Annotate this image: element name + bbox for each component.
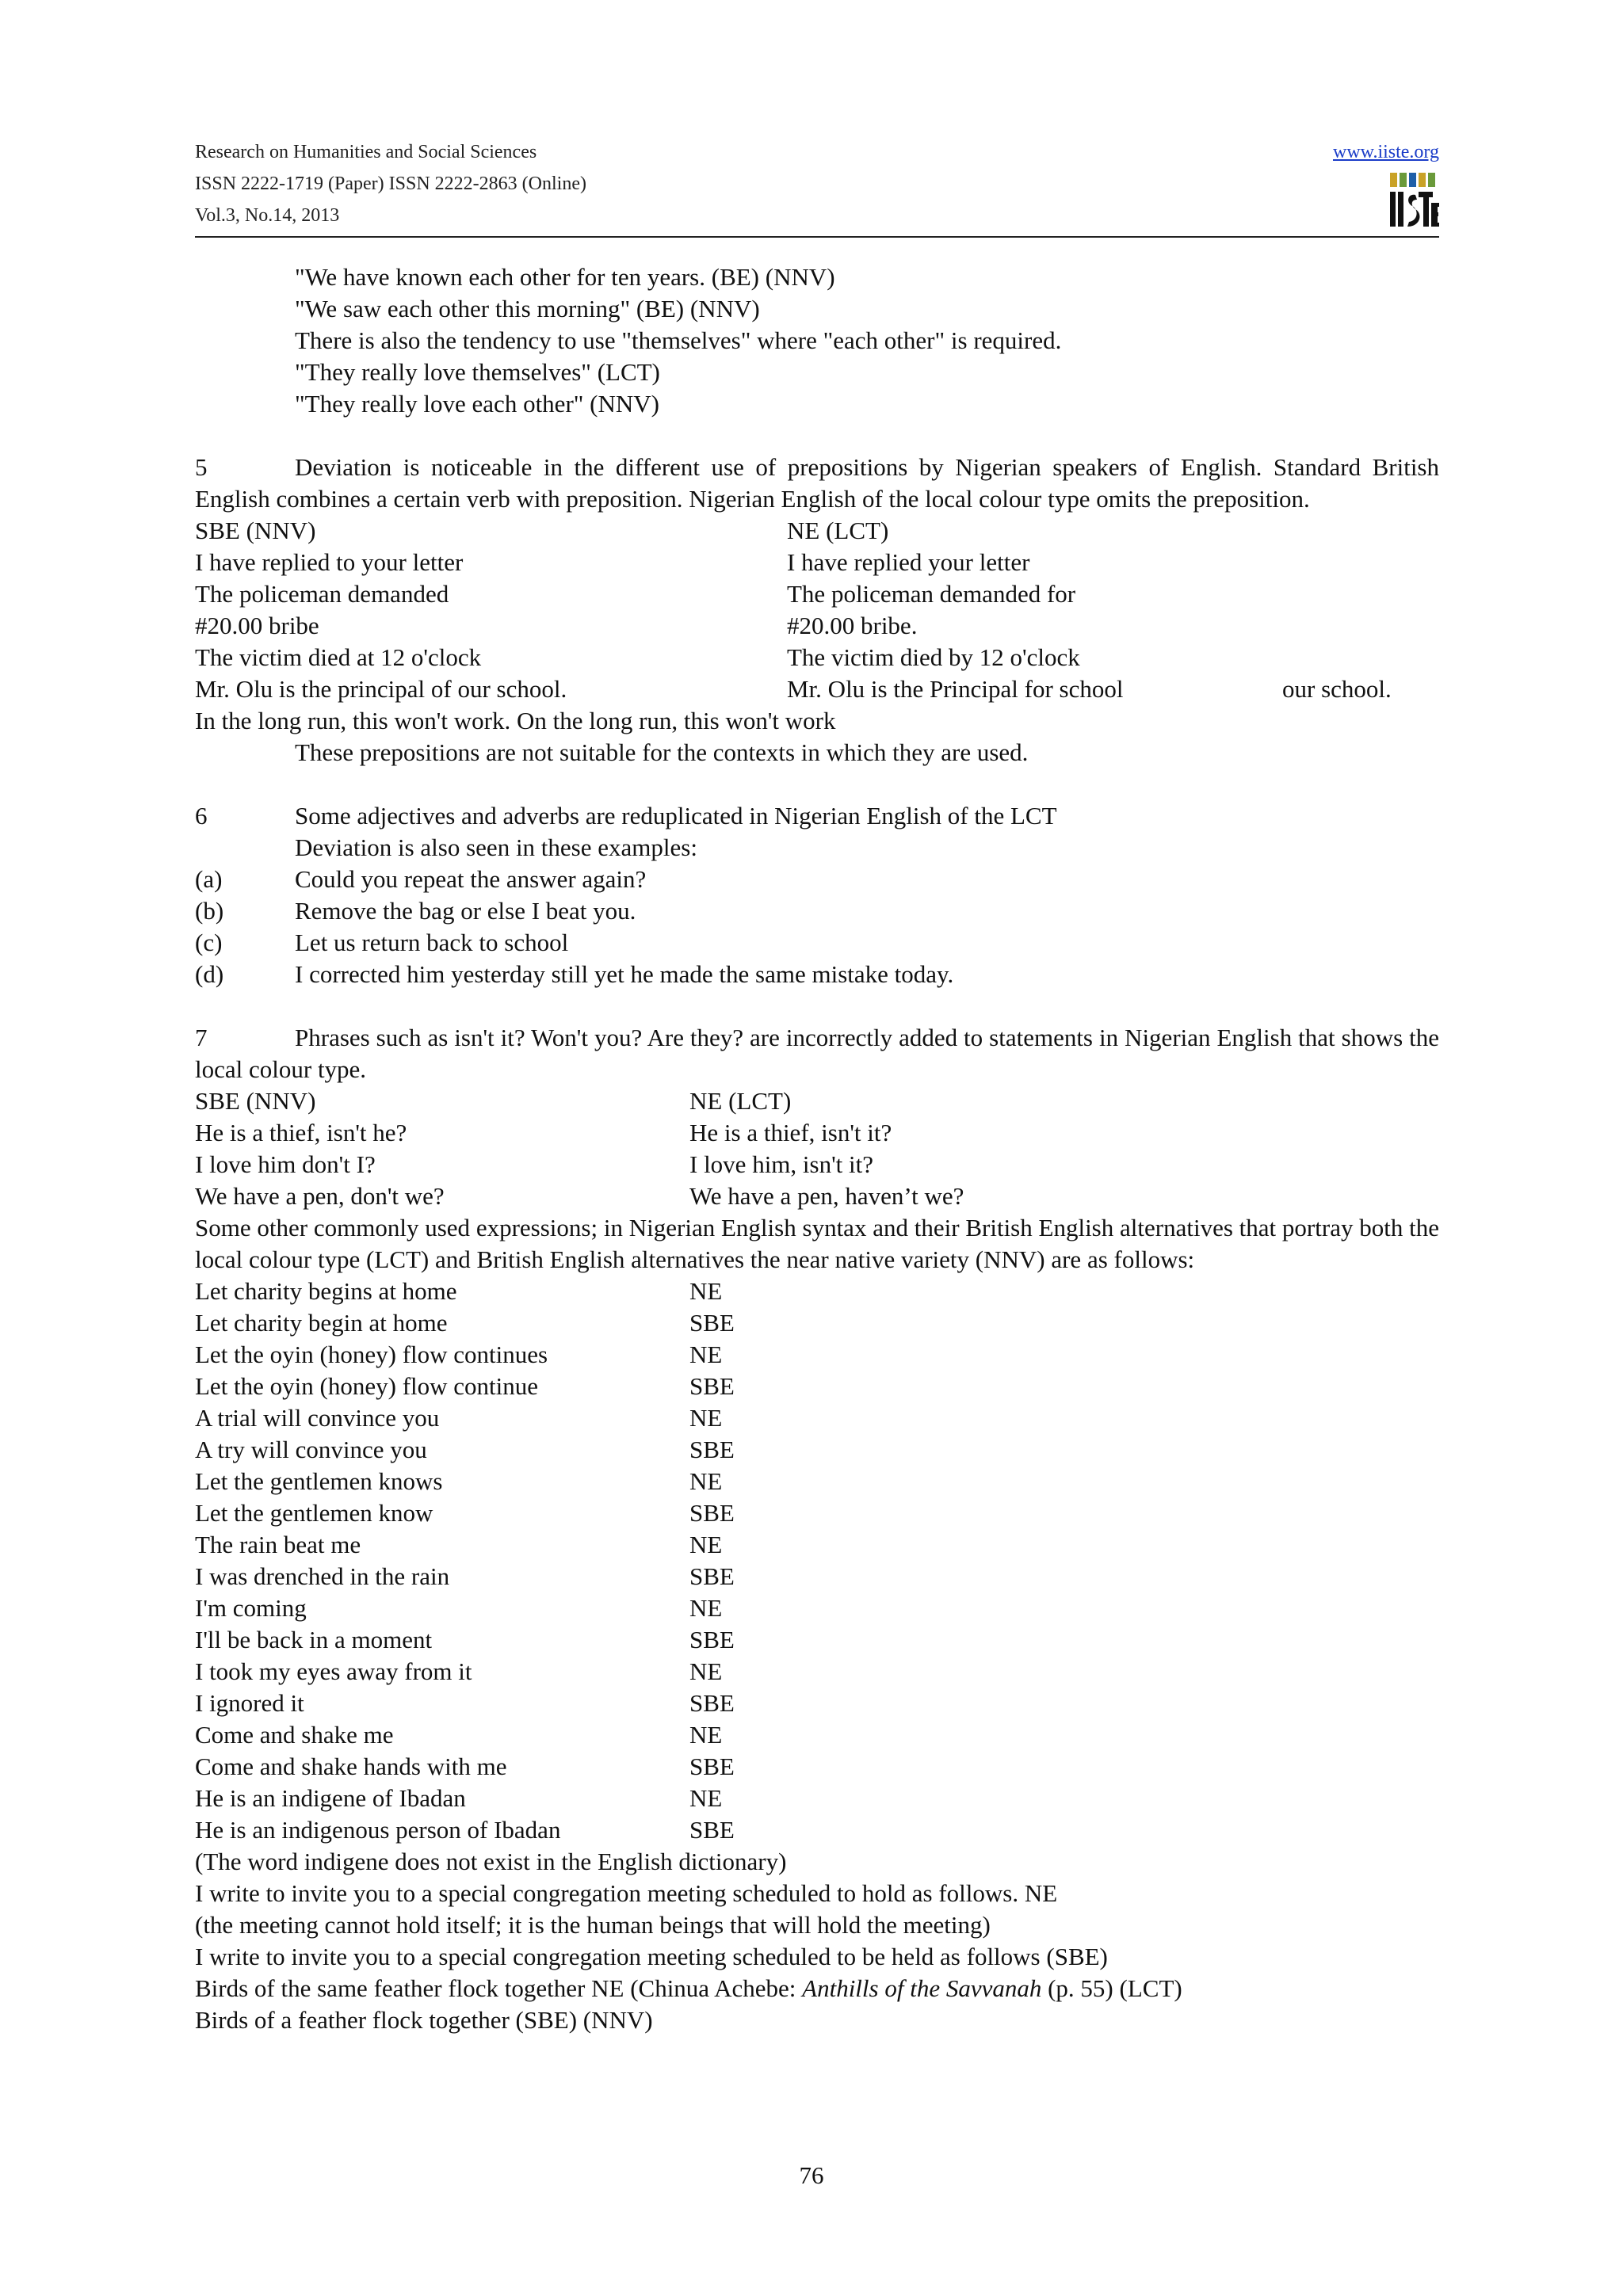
table-row: [195, 673, 1439, 705]
expression-row: [195, 1466, 1439, 1497]
expression-text: A try will convince you: [195, 1436, 427, 1463]
expression-tag: NE: [689, 1341, 723, 1368]
expression-text: Let the oyin (honey) flow continue: [195, 1372, 539, 1400]
list-text: I corrected him yesterday still yet he made the same mistake today.: [295, 960, 954, 988]
section-7-paragraph: [195, 1022, 1439, 1085]
row-sbe: #20.00 bribe: [195, 612, 319, 639]
col-head-ne: NE (LCT): [689, 1087, 792, 1115]
expression-row: [195, 1751, 1439, 1783]
section-6-heading: [195, 800, 1439, 832]
intro-line: "They really love themselves" (LCT): [295, 358, 660, 386]
table-row: [195, 1149, 1439, 1180]
list-text: Remove the bag or else I beat you.: [295, 897, 636, 925]
birds-last-line: Birds of a feather flock together (SBE) (NNV): [195, 2006, 653, 2034]
intro-line: "They really love each other" (NNV): [295, 390, 659, 418]
col-head-ne: NE (LCT): [787, 517, 889, 544]
row-ne: The policeman demanded for: [787, 580, 1076, 608]
expression-row: [195, 1276, 1439, 1307]
row-ne: We have a pen, haven’t we?: [689, 1182, 964, 1210]
expression-row: [195, 1592, 1439, 1624]
expression-text: A trial will convince you: [195, 1404, 440, 1432]
expression-text: The rain beat me: [195, 1531, 361, 1558]
birds-post: (p. 55) (LCT): [1041, 1974, 1182, 2002]
expressions-list: [195, 1276, 1439, 1846]
row-sbe: We have a pen, don't we?: [195, 1182, 445, 1210]
expression-text: Let charity begins at home: [195, 1277, 457, 1305]
expression-text: I'll be back in a moment: [195, 1626, 433, 1653]
row-ne: I have replied your letter: [787, 548, 1030, 576]
intro-line: There is also the tendency to use "themselves" where "each other" is required.: [295, 326, 1062, 354]
expression-tag: SBE: [689, 1372, 735, 1400]
expression-row: [195, 1656, 1439, 1688]
expression-text: Let the oyin (honey) flow continues: [195, 1341, 548, 1368]
intro-line: "We saw each other this morning" (BE) (NNV): [295, 295, 760, 322]
section-number: 7: [195, 1024, 208, 1051]
expression-tag: SBE: [689, 1499, 735, 1527]
expression-text: He is an indigenous person of Ibadan: [195, 1816, 561, 1844]
long-run-line: In the long run, this won't work. On the long run, this won't work: [195, 707, 836, 734]
expression-row: [195, 1434, 1439, 1466]
list-label: (c): [195, 929, 223, 956]
expression-text: Come and shake hands with me: [195, 1753, 507, 1780]
section-5-closing: These prepositions are not suitable for the contexts in which they are used.: [295, 738, 1029, 766]
running-header: [195, 136, 586, 231]
expression-text: He is an indigene of Ibadan: [195, 1784, 466, 1812]
expression-text: I was drenched in the rain: [195, 1562, 450, 1590]
table-row: [195, 578, 1439, 610]
expression-row: [195, 1814, 1439, 1846]
expression-row: [195, 1783, 1439, 1814]
list-item: [195, 959, 1439, 990]
book-title: Anthills of the Savvanah: [802, 1974, 1042, 2002]
final-line: (The word indigene does not exist in the English dictionary): [195, 1848, 787, 1875]
birds-pre: Birds of the same feather flock together NE (Chinua Achebe:: [195, 1974, 803, 2002]
expression-tag: NE: [689, 1721, 723, 1749]
table-row: [195, 547, 1439, 578]
expression-row: [195, 1307, 1439, 1339]
expression-tag: NE: [689, 1657, 723, 1685]
expression-tag: NE: [689, 1594, 723, 1622]
expression-row: [195, 1624, 1439, 1656]
table-row: [195, 1180, 1439, 1212]
section-text: Phrases such as isn't it? Won't you? Are they? are incorrectly added to statements in Nigerian English that shows the local colour type.: [195, 1024, 1439, 1083]
list-item: [195, 895, 1439, 927]
expression-tag: SBE: [689, 1689, 735, 1717]
page-number: 76: [799, 2161, 824, 2189]
expression-tag: SBE: [689, 1626, 735, 1653]
table-head: [195, 1085, 1439, 1117]
issn-line: ISSN 2222-1719 (Paper) ISSN 2222-2863 (Online): [195, 174, 586, 194]
list-item: [195, 864, 1439, 895]
expression-row: [195, 1497, 1439, 1529]
col-head-sbe: SBE (NNV): [195, 517, 316, 544]
expression-row: [195, 1719, 1439, 1751]
volume-line: Vol.3, No.14, 2013: [195, 205, 340, 226]
table-row: [195, 642, 1439, 673]
expression-text: Let the gentlemen knows: [195, 1467, 443, 1495]
expression-row: [195, 1529, 1439, 1561]
list-label: (a): [195, 865, 223, 893]
final-line: (the meeting cannot hold itself; it is the human beings that will hold the meeting): [195, 1911, 991, 1939]
expression-tag: SBE: [689, 1562, 735, 1590]
expression-text: Let charity begin at home: [195, 1309, 448, 1337]
row-ne: The victim died by 12 o'clock: [787, 643, 1080, 671]
section-number: 6: [195, 802, 208, 830]
expression-tag: NE: [689, 1531, 723, 1558]
expression-text: I ignored it: [195, 1689, 304, 1717]
expression-row: [195, 1371, 1439, 1402]
expression-row: [195, 1561, 1439, 1592]
intro-line: "We have known each other for ten years. (BE) (NNV): [295, 263, 835, 291]
expression-row: [195, 1688, 1439, 1719]
row-sbe: Mr. Olu is the principal of our school.: [195, 675, 567, 703]
header-rule: [195, 236, 1439, 238]
expression-tag: NE: [689, 1277, 723, 1305]
row-sbe: He is a thief, isn't he?: [195, 1119, 407, 1146]
row-ne: Mr. Olu is the Principal for school: [787, 675, 1124, 703]
expression-tag: SBE: [689, 1753, 735, 1780]
expression-text: I took my eyes away from it: [195, 1657, 472, 1685]
journal-name: Research on Humanities and Social Sciences: [195, 142, 537, 162]
expression-tag: NE: [689, 1404, 723, 1432]
section-5-paragraph: [195, 452, 1439, 515]
final-line: I write to invite you to a special congregation meeting scheduled to hold as follows. NE: [195, 1879, 1058, 1907]
expression-row: [195, 1402, 1439, 1434]
final-line: I write to invite you to a special congregation meeting scheduled to be held as follows (SBE): [195, 1943, 1108, 1970]
expressions-intro: Some other commonly used expressions; in Nigerian English syntax and their British English alternatives that portray both the local colour type (LCT) and British English alternatives the near native variety (NNV) are as follows:: [195, 1214, 1439, 1273]
expression-tag: NE: [689, 1784, 723, 1812]
list-text: Let us return back to school: [295, 929, 569, 956]
expression-tag: SBE: [689, 1309, 735, 1337]
expression-text: I'm coming: [195, 1594, 307, 1622]
list-label: (d): [195, 960, 224, 988]
section-text: Some adjectives and adverbs are reduplicated in Nigerian English of the LCT: [295, 802, 1057, 830]
section-number: 5: [195, 453, 208, 481]
row-ne: He is a thief, isn't it?: [689, 1119, 892, 1146]
birds-line: [195, 1973, 1439, 2004]
expression-tag: NE: [689, 1467, 723, 1495]
row-sbe: I have replied to your letter: [195, 548, 464, 576]
row-extra: our school.: [1282, 675, 1392, 703]
journal-url-link[interactable]: www.iiste.org: [1333, 142, 1439, 162]
iiste-logo: [1388, 171, 1439, 228]
row-sbe: The victim died at 12 o'clock: [195, 643, 482, 671]
body-text: [195, 261, 1439, 2036]
list-item: [195, 927, 1439, 959]
row-ne: #20.00 bribe.: [787, 612, 918, 639]
expression-text: Come and shake me: [195, 1721, 394, 1749]
table-row: [195, 610, 1439, 642]
col-head-sbe: SBE (NNV): [195, 1087, 316, 1115]
section-6-sub: Deviation is also seen in these examples:: [295, 833, 697, 861]
table-head: [195, 515, 1439, 547]
section-text: Deviation is noticeable in the different use of prepositions by Nigerian speakers of English. Standard British English combines a certain verb with preposition. Nigerian English of the local colour type omits the preposition.: [195, 453, 1439, 513]
list-text: Could you repeat the answer again?: [295, 865, 647, 893]
row-sbe: I love him don't I?: [195, 1150, 376, 1178]
row-ne: I love him, isn't it?: [689, 1150, 874, 1178]
expression-tag: SBE: [689, 1816, 735, 1844]
table-row: [195, 1117, 1439, 1149]
expression-row: [195, 1339, 1439, 1371]
row-sbe: The policeman demanded: [195, 580, 449, 608]
expression-text: Let the gentlemen know: [195, 1499, 433, 1527]
expression-tag: SBE: [689, 1436, 735, 1463]
list-label: (b): [195, 897, 224, 925]
